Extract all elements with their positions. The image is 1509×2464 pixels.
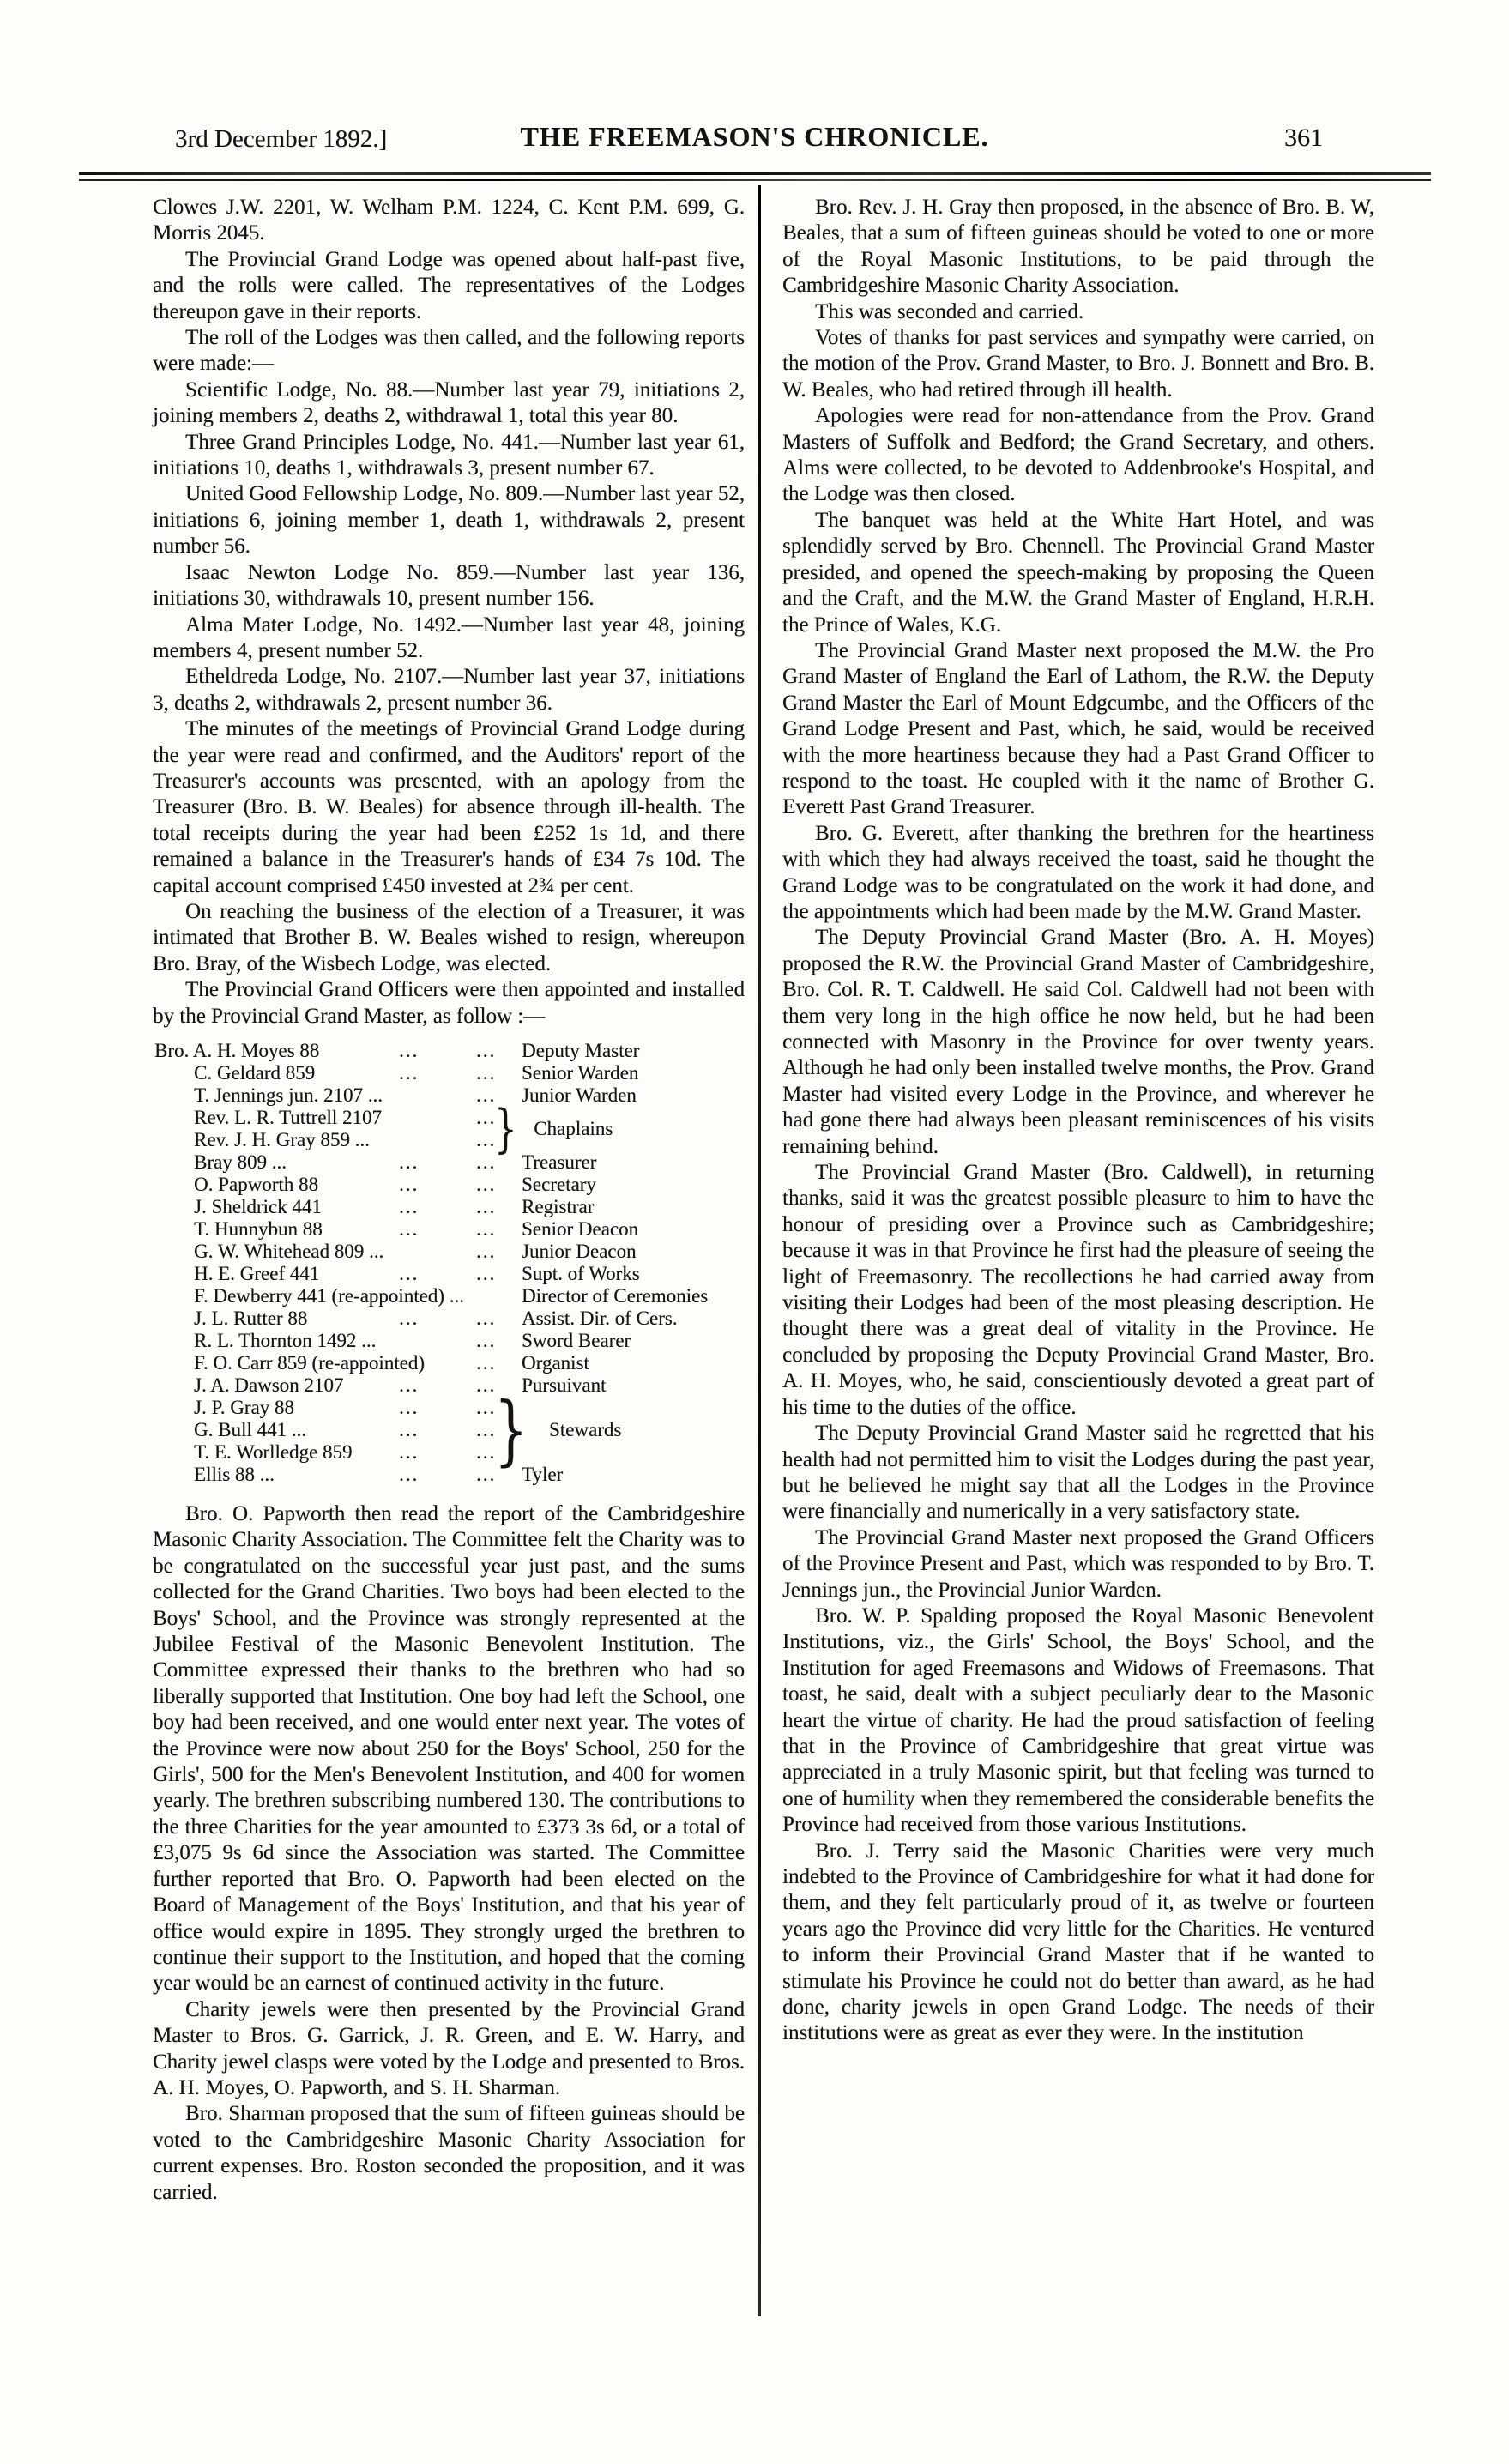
leader-dots: ... <box>476 1129 497 1150</box>
paragraph: United Good Fellowship Lodge, No. 809.—Number last year 52, initiations 6, joining member 1, death 1, withdrawals 2, present number 56. <box>153 482 745 559</box>
leader-dots: ... <box>476 1107 497 1128</box>
officer-name: F. Dewberry 441 (re-appointed) ... <box>194 1285 464 1307</box>
officer-row <box>153 1419 745 1441</box>
leader-dots: ... <box>399 1062 420 1084</box>
officer-name: G. W. Whitehead 809 ... <box>194 1241 384 1262</box>
paragraph: Votes of thanks for past services and sympathy were carried, on the motion of the Prov. Grand Master, to Bro. J. Bonnett and Bro. B. W. Beales, who had retired through ill health. <box>782 326 1374 402</box>
leader-dots: ... <box>399 1174 420 1195</box>
officer-name: H. E. Greef 441 <box>194 1263 320 1284</box>
officer-name: T. Hunnybun 88 <box>194 1218 323 1240</box>
officer-row <box>153 1285 745 1307</box>
stewards-brace: } <box>494 1386 528 1474</box>
paragraph: Alma Mater Lodge, No. 1492.—Number last year 48, joining members 4, present number 52. <box>153 613 745 662</box>
officer-row <box>153 1241 745 1263</box>
leader-dots: ... <box>476 1307 497 1329</box>
paragraph: Isaac Newton Lodge No. 859.—Number last year 136, initiations 30, withdrawals 10, present number 156. <box>153 560 745 611</box>
leader-dots: ... <box>399 1196 420 1217</box>
stewards-group <box>494 1386 622 1474</box>
paragraph: The roll of the Lodges was then called, and the following reports were made:— <box>153 326 745 376</box>
leader-dots: ... <box>399 1218 420 1240</box>
officer-row <box>153 1084 745 1107</box>
leader-dots: ... <box>476 1263 497 1284</box>
leader-dots: ... <box>476 1464 497 1485</box>
leader-dots: ... <box>399 1441 420 1463</box>
paragraph: The banquet was held at the White Hart Hotel, and was splendidly served by Bro. Chennell. The Provincial Grand Master presided, and opened the speech-making by proposing the Queen and the Craft, and the M.W. the Grand Master of England, H.R.H. the Prince of Wales, K.G. <box>782 508 1374 637</box>
paragraph: The Provincial Grand Master (Bro. Caldwell), in returning thanks, said it was the greatest possible pleasure to him to have the honour of presiding over a Province such as Cambridgeshire; because it was in that Province he first had the pleasure of seeing the light of Freemasonry. The recollections he had carried away from visiting their Lodges had been of the most pleasing description. He thought there was a great deal of vitality in the Province. He concluded by proposing the Deputy Provincial Grand Master, Bro. A. H. Moyes, who, he said, conscientiously devoted a great part of his time to the duties of the office. <box>782 1161 1374 1419</box>
leader-dots: ... <box>399 1374 420 1396</box>
officer-name: J. Sheldrick 441 <box>194 1196 322 1217</box>
officer-row <box>153 1464 745 1486</box>
officer-role: Organist <box>522 1352 589 1374</box>
officer-name: T. E. Worlledge 859 <box>194 1441 353 1463</box>
officer-name: J. A. Dawson 2107 <box>194 1374 344 1396</box>
officer-row <box>153 1441 745 1464</box>
officer-row <box>153 1263 745 1285</box>
officer-name: F. O. Carr 859 (re-appointed) <box>194 1352 425 1374</box>
officer-row <box>153 1397 745 1419</box>
column-divider-rule <box>758 185 761 2316</box>
chaplains-brace: } <box>494 1099 517 1159</box>
paragraph: Charity jewels were then presented by the Provincial Grand Master to Bros. G. Garrick, J. R. Green, and E. W. Harry, and Charity jewel clasps were voted by the Lodge and presented to Bros. A. H. Moyes, O. Papworth, and S. H. Sharman. <box>153 1997 745 2099</box>
paragraph: This was seconded and carried. <box>815 299 1084 323</box>
right-column <box>782 195 1374 2047</box>
paragraph: The Provincial Grand Officers were then appointed and installed by the Provincial Grand Master, as follow :— <box>153 978 745 1028</box>
officer-role: Supt. of Works <box>522 1263 640 1284</box>
officer-name: C. Geldard 859 <box>194 1062 316 1084</box>
chaplains-label: Chaplains <box>534 1117 613 1139</box>
paragraph: Bro. G. Everett, after thanking the brethren for the heartiness with which they had always received the toast, said he thought the Grand Lodge was to be congratulated on the work it had done, and the appointments which had been made by the M.W. Grand Master. <box>782 821 1374 923</box>
page-number: 361 <box>1284 124 1323 152</box>
leader-dots: ... <box>399 1263 420 1284</box>
officer-role: Pursuivant <box>522 1374 607 1396</box>
officer-name: G. Bull 441 ... <box>194 1419 306 1440</box>
paragraph: Bro. J. Terry said the Masonic Charities were very much indebted to the Province of Cambridgeshire for what it had done for them, and they felt particularly proud of it, as twelve or fourteen years ago the Province did very little for the Charities. He ventured to inform their Provincial Grand Master that if he wanted to stimulate his Province he could not do better than award, as he had done, charity jewels in open Grand Lodge. The needs of their institutions were as great as ever they were. In the institution <box>782 1839 1374 2045</box>
officer-name: O. Papworth 88 <box>194 1174 319 1195</box>
leader-dots: ... <box>476 1241 497 1262</box>
leader-dots: ... <box>476 1196 497 1217</box>
officers-list <box>153 1040 745 1486</box>
paragraph: Bro. O. Papworth then read the report of the Cambridgeshire Masonic Charity Association. The Committee felt the Charity was to be congratulated on the successful year just past, and the sums collected for the Grand Charities. Two boys had been elected to the Boys' School, and the Province was strongly represented at the Jubilee Festival of the Masonic Benevolent Institution. The Committee expressed their thanks to the brethren who had so liberally supported that Institution. One boy had left the School, one boy had been received, and one would enter next year. The votes of the Province were now about 250 for the Boys' School, 250 for the Girls', 500 for the Men's Benevolent Institution, and 400 for women yearly. The brethren subscribing numbered 130. The contributions to the three Charities for the year amounted to £373 3s 6d, or a total of £3,075 9s 6d since the Association was started. The Committee further reported that Bro. O. Papworth had been elected on the Board of Management of the Boys' Institution, and that his year of office would expire in 1895. They strongly urged the brethren to continue their support to the Institution, and hoped that the coming year would be an earnest of continued activity in the future. <box>153 1502 745 1996</box>
leader-dots: ... <box>476 1062 497 1084</box>
officer-name: J. L. Rutter 88 <box>194 1307 308 1329</box>
leader-dots: ... <box>476 1330 497 1351</box>
leader-dots: ... <box>399 1040 420 1061</box>
officer-role: Secretary <box>522 1174 596 1195</box>
officer-row <box>153 1129 745 1151</box>
officer-name: J. P. Gray 88 <box>194 1397 294 1418</box>
officer-row <box>153 1374 745 1397</box>
officer-name: Ellis 88 ... <box>194 1464 275 1485</box>
leader-dots: ... <box>399 1151 420 1173</box>
officer-role: Director of Ceremonies <box>522 1285 709 1307</box>
officer-row <box>153 1040 745 1062</box>
paragraph: Apologies were read for non-attendance from the Prov. Grand Masters of Suffolk and Bedford; the Grand Secretary, and others. Alms were collected, to be devoted to Addenbrooke's Hospital, and the Lodge was then closed. <box>782 404 1374 506</box>
officer-name: Bro. A. H. Moyes 88 <box>154 1040 320 1061</box>
paragraph: The minutes of the meetings of Provincial Grand Lodge during the year were read and confirmed, and the Auditors' report of the Treasurer's accounts was presented, with an apology from the Treasurer (Bro. B. W. Beales) for absence through ill-health. The total receipts during the year had been £252 1s 1d, and there remained a balance in the Treasurer's hands of £34 7s 10d. The capital account comprised £450 invested at 2¾ per cent. <box>153 717 745 897</box>
officer-role: Tyler <box>522 1464 564 1485</box>
chaplains-group <box>494 1099 613 1159</box>
paragraph: Clowes J.W. 2201, W. Welham P.M. 1224, C. Kent P.M. 699, G. Morris 2045. <box>153 196 745 245</box>
leader-dots: ... <box>476 1084 497 1106</box>
rule-thin <box>79 179 1431 181</box>
officer-row <box>153 1107 745 1129</box>
leader-dots: ... <box>476 1374 497 1396</box>
officer-name: Rev. L. R. Tuttrell 2107 <box>194 1107 382 1128</box>
header-double-rule <box>79 172 1431 181</box>
paragraph: Scientific Lodge, No. 88.—Number last year 79, initiations 2, joining members 2, deaths 2, withdrawal 1, total this year 80. <box>153 377 745 428</box>
officer-role: Junior Warden <box>522 1084 637 1106</box>
paragraph: The Provincial Grand Lodge was opened about half-past five, and the rolls were called. The representatives of the Lodges thereupon gave in their reports. <box>153 247 745 323</box>
officer-row <box>153 1196 745 1218</box>
officer-row <box>153 1174 745 1196</box>
paragraph: The Provincial Grand Master next proposed the Grand Officers of the Province Present and Past, which was responded to by Bro. T. Jennings jun., the Provincial Junior Warden. <box>782 1525 1374 1602</box>
leader-dots: ... <box>476 1174 497 1195</box>
paragraph: Etheldreda Lodge, No. 2107.—Number last year 37, initiations 3, deaths 2, withdrawals 2, present number 36. <box>153 665 745 715</box>
officer-role: Junior Deacon <box>522 1241 637 1262</box>
paragraph: Three Grand Principles Lodge, No. 441.—Number last year 61, initiations 10, deaths 1, withdrawals 3, present number 67. <box>153 430 745 480</box>
leader-dots: ... <box>476 1040 497 1061</box>
paragraph: Bro. Sharman proposed that the sum of fifteen guineas should be voted to the Cambridgeshire Masonic Charity Association for current expenses. Bro. Roston seconded the proposition, and it was carried. <box>153 2102 745 2204</box>
officer-role: Senior Deacon <box>522 1218 639 1240</box>
left-column <box>153 195 745 2206</box>
leader-dots: ... <box>399 1307 420 1329</box>
leader-dots: ... <box>476 1218 497 1240</box>
officer-role: Registrar <box>522 1196 595 1217</box>
rule-thick <box>79 172 1431 175</box>
officer-row <box>153 1151 745 1174</box>
page-title: THE FREEMASON'S CHRONICLE. <box>520 121 989 152</box>
paragraph: Bro. Rev. J. H. Gray then proposed, in the absence of Bro. B. W, Beales, that a sum of fifteen guineas should be voted to one or more of the Royal Masonic Institutions, to be paid through the Cambridgeshire Masonic Charity Association. <box>782 196 1374 298</box>
officer-row <box>153 1352 745 1374</box>
leader-dots: ... <box>476 1441 497 1463</box>
paragraph: The Provincial Grand Master next proposed the M.W. the Pro Grand Master of England the Earl of Lathom, the R.W. the Deputy Grand Master the Earl of Mount Edgcumbe, and the Officers of the Grand Lodge Present and Past, which, he said, would be received with the more heartiness because they had a Past Grand Officer to respond to the toast. He coupled with it the name of Brother G. Everett Past Grand Treasurer. <box>782 638 1374 819</box>
leader-dots: ... <box>399 1419 420 1440</box>
header-date: 3rd December 1892.] <box>175 125 388 153</box>
leader-dots: ... <box>399 1397 420 1418</box>
paragraph: On reaching the business of the election of a Treasurer, it was intimated that Brother B. W. Beales wished to resign, whereupon Bro. Bray, of the Wisbech Lodge, was elected. <box>153 899 745 975</box>
officer-role: Sword Bearer <box>522 1330 631 1351</box>
officer-role: Deputy Master <box>522 1040 640 1061</box>
officer-role: Treasurer <box>522 1151 597 1173</box>
officer-row <box>153 1330 745 1352</box>
officer-row <box>153 1062 745 1084</box>
leader-dots: ... <box>476 1419 497 1440</box>
paragraph: The Deputy Provincial Grand Master (Bro. A. H. Moyes) proposed the R.W. the Provincial Grand Master of Cambridgeshire, Bro. Col. R. T. Caldwell. He said Col. Caldwell had not been with them very long in the high office he now held, but he had been connected with Masonry in the Province for over twenty years. Although he had only been installed twelve months, the Prov. Grand Master had visited every Lodge in the Province, and wherever he had gone there had always been pleasant reminiscences of his visits remaining behind. <box>782 926 1374 1158</box>
officer-role: Assist. Dir. of Cers. <box>522 1307 678 1329</box>
stewards-label: Stewards <box>549 1418 622 1440</box>
officer-name: T. Jennings jun. 2107 ... <box>194 1084 383 1106</box>
officer-name: R. L. Thornton 1492 ... <box>194 1330 377 1351</box>
officer-row <box>153 1307 745 1330</box>
leader-dots: ... <box>476 1397 497 1418</box>
officer-row <box>153 1218 745 1241</box>
leader-dots: ... <box>476 1151 497 1173</box>
paragraph: The Deputy Provincial Grand Master said he regretted that his health had not permitted him to visit the Lodges during the past year, but he believed he might say that all the Lodges in the Province were financially and numerically in a very satisfactory state. <box>782 1422 1374 1524</box>
officer-name: Rev. J. H. Gray 859 ... <box>194 1129 370 1150</box>
officer-name: Bray 809 ... <box>194 1151 287 1173</box>
leader-dots: ... <box>399 1464 420 1485</box>
leader-dots: ... <box>476 1352 497 1374</box>
paragraph: Bro. W. P. Spalding proposed the Royal Masonic Benevolent Institutions, viz., the Girls' School, the Boys' School, and the Institution for aged Freemasons and Widows of Freemasons. That toast, he said, dealt with a subject peculiarly dear to the Masonic heart the virtue of charity. He had the proud satisfaction of feeling that in the Province of Cambridgeshire that great virtue was appreciated in a truly Masonic spirit, but that feeling was turned to one of humility when they remembered the considerable benefits the Province had received from those various Institutions. <box>782 1603 1374 1837</box>
officer-role: Senior Warden <box>522 1062 639 1084</box>
